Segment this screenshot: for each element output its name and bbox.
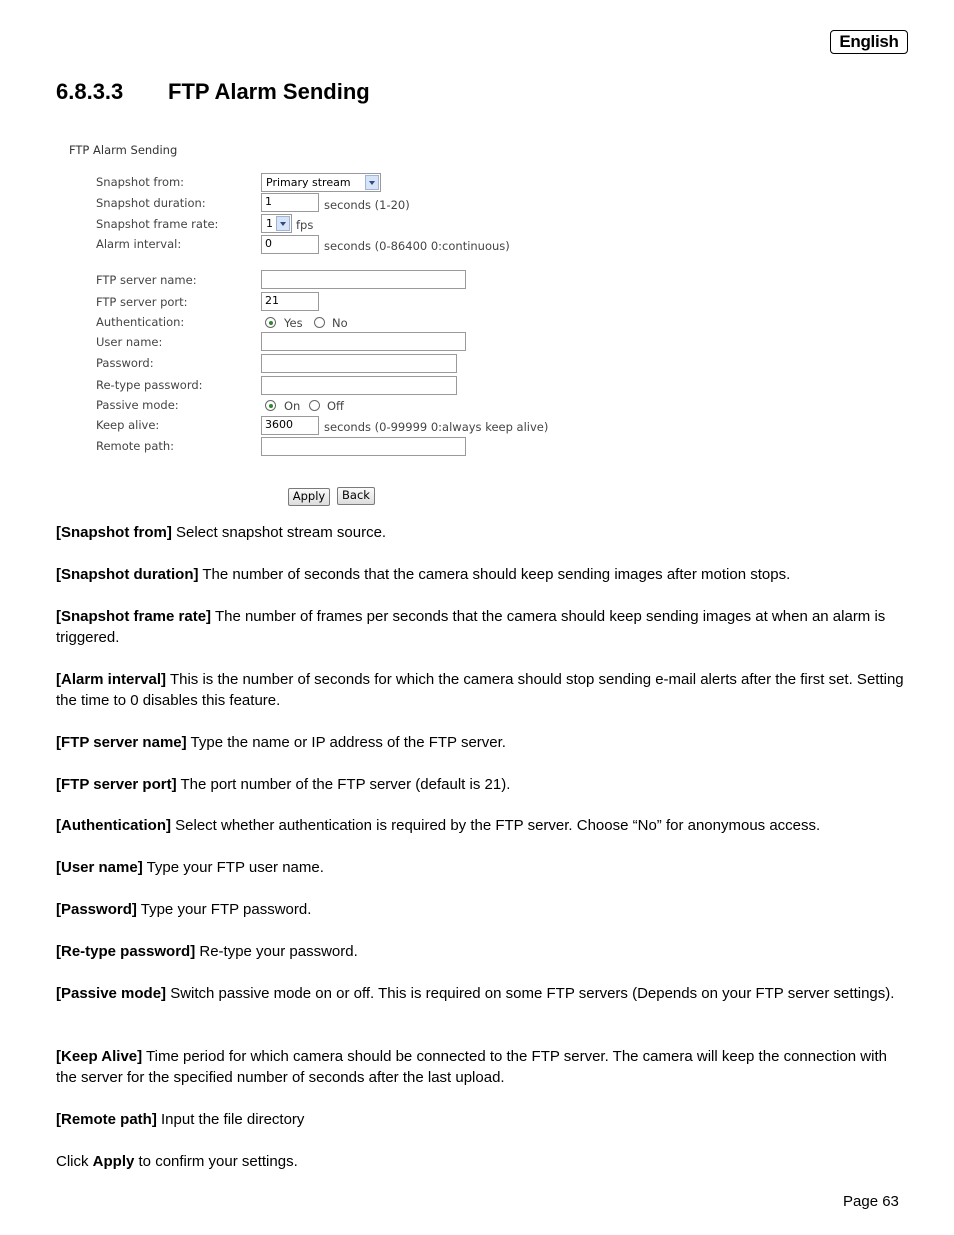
passive-mode-on-label: On (284, 399, 301, 413)
authentication-no-label: No (332, 316, 348, 330)
ftp-server-name-input[interactable] (261, 270, 466, 289)
passive-mode-label: Passive mode: (96, 398, 179, 412)
authentication-label: Authentication: (96, 315, 185, 329)
ftp-server-port-label: FTP server port: (96, 295, 188, 309)
term: [Snapshot frame rate] (56, 608, 212, 625)
term-text: Re-type your password. (195, 943, 358, 960)
language-badge: English (830, 30, 908, 54)
passive-mode-on-radio[interactable] (265, 400, 276, 411)
ftp-server-name-label: FTP server name: (96, 273, 197, 287)
section-number: 6.8.3.3 (56, 79, 124, 104)
alarm-interval-input[interactable]: 0 (261, 235, 319, 254)
term: [User name] (56, 859, 143, 876)
term-text: Time period for which camera should be connected to the FTP server. The camera will keep the connection with the server for the specified number of seconds after the last upload. (56, 1048, 887, 1086)
description-item (56, 815, 906, 836)
term: [Password] (56, 901, 137, 918)
description-item (56, 899, 906, 920)
term: [Keep Alive] (56, 1048, 143, 1065)
keep-alive-hint: seconds (0-99999 0:always keep alive) (324, 420, 549, 434)
term-text: Type your FTP user name. (142, 859, 324, 876)
remote-path-input[interactable] (261, 437, 466, 456)
term: [Snapshot duration] (56, 566, 199, 583)
description-item (56, 857, 906, 878)
term-text: Switch passive mode on or off. This is required on some FTP servers (Depends on your FTP server settings). (166, 985, 895, 1002)
term: [Alarm interval] (56, 671, 167, 688)
snapshot-duration-label: Snapshot duration: (96, 196, 206, 210)
passive-mode-off-label: Off (327, 399, 344, 413)
alarm-interval-label: Alarm interval: (96, 237, 182, 251)
snapshot-frame-rate-select[interactable] (261, 214, 292, 233)
keep-alive-label: Keep alive: (96, 418, 160, 432)
retype-password-label: Re-type password: (96, 378, 203, 392)
snapshot-duration-input[interactable]: 1 (261, 193, 319, 212)
closing-suffix: to confirm your settings. (134, 1153, 298, 1170)
user-name-input[interactable] (261, 332, 466, 351)
term-text: This is the number of seconds for which the camera should stop sending e-mail alerts after the first set. Setting the time to 0 disables this feature. (56, 671, 904, 709)
snapshot-frame-rate-label: Snapshot frame rate: (96, 217, 219, 231)
snapshot-from-label: Snapshot from: (96, 175, 185, 189)
chevron-down-icon (365, 175, 379, 190)
fps-unit: fps (296, 218, 314, 232)
closing-bold: Apply (92, 1153, 135, 1170)
term-text: The number of seconds that the camera should keep sending images after motion stops. (198, 566, 791, 583)
term-text: The port number of the FTP server (default is 21). (176, 776, 511, 793)
description-item (56, 774, 906, 795)
authentication-yes-label: Yes (284, 316, 303, 330)
back-button[interactable]: Back (337, 487, 375, 505)
snapshot-duration-hint: seconds (1-20) (324, 198, 410, 212)
remote-path-label: Remote path: (96, 439, 175, 453)
page-number: Page 63 (843, 1193, 899, 1210)
term: [Snapshot from] (56, 524, 172, 541)
term-text: The number of frames per seconds that the camera should keep sending images at when an alarm is triggered. (56, 608, 886, 646)
description-item (56, 941, 906, 962)
term: [FTP server name] (56, 734, 187, 751)
term: [Passive mode] (56, 985, 167, 1002)
description-item (56, 1046, 906, 1088)
description-item (56, 669, 906, 711)
authentication-yes-radio[interactable] (265, 317, 276, 328)
password-label: Password: (96, 356, 154, 370)
snapshot-from-select[interactable] (261, 173, 381, 192)
description-item (56, 606, 906, 648)
term-text: Type your FTP password. (136, 901, 312, 918)
ftp-server-port-input[interactable]: 21 (261, 292, 319, 311)
term-text: Input the file directory (156, 1111, 305, 1128)
description-item (56, 564, 906, 585)
description-item (56, 522, 906, 543)
term-text: Select whether authentication is required by the FTP server. Choose “No” for anonymous access. (170, 817, 821, 834)
description-item (56, 1109, 906, 1130)
alarm-interval-hint: seconds (0-86400 0:continuous) (324, 239, 510, 253)
form-title: FTP Alarm Sending (69, 143, 178, 157)
snapshot-from-value: Primary stream (266, 176, 351, 189)
term: [Authentication] (56, 817, 171, 834)
section-title: FTP Alarm Sending (168, 79, 370, 104)
password-input[interactable] (261, 354, 457, 373)
term: [Remote path] (56, 1111, 157, 1128)
authentication-no-radio[interactable] (314, 317, 325, 328)
description-item (56, 983, 906, 1004)
chevron-down-icon (276, 216, 290, 231)
closing-instruction (56, 1151, 906, 1172)
snapshot-frame-rate-value: 1 (266, 217, 273, 230)
description-item (56, 732, 906, 753)
ftp-alarm-form (0, 0, 954, 520)
term-text: Select snapshot stream source. (171, 524, 387, 541)
retype-password-input[interactable] (261, 376, 457, 395)
term: [FTP server port] (56, 776, 177, 793)
keep-alive-input[interactable]: 3600 (261, 416, 319, 435)
term-text: Type the name or IP address of the FTP server. (186, 734, 506, 751)
apply-button[interactable]: Apply (288, 488, 330, 506)
term: [Re-type password] (56, 943, 196, 960)
closing-prefix: Click (56, 1153, 93, 1170)
user-name-label: User name: (96, 335, 163, 349)
passive-mode-off-radio[interactable] (309, 400, 320, 411)
